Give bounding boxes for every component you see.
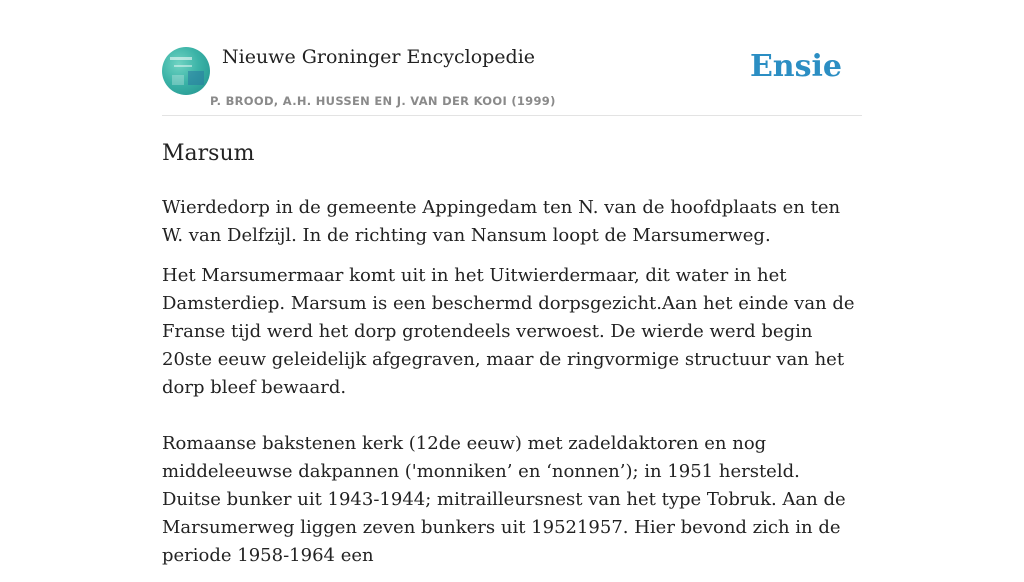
entry-content — [162, 136, 862, 582]
authors-credit: P. BROOD, A.H. HUSSEN EN J. VAN DER KOOI (1999) — [210, 94, 556, 108]
entry-paragraph: Wierdedorp in de gemeente Appingedam ten N. van de hoofdplaats en ten W. van Delfzijl. In de richting van Nansum loopt de Marsumerweg. — [162, 197, 841, 246]
header — [162, 44, 862, 116]
entry-paragraph: Romaanse bakstenen kerk (12de eeuw) met zadeldaktoren en nog middeleeuwse dakpannen ('monniken’ en ‘nonnen’); in 1951 hersteld. Duitse bunker uit 1943-1944; mitrailleursnest van het type Tobruk. Aan de Marsumerweg liggen zeven bunkers uit 19521957. Hier bevond zich in de periode 1958-1964 een — [162, 433, 846, 566]
encyclopedia-logo-icon[interactable] — [162, 47, 210, 95]
entry-paragraph: Het Marsumermaar komt uit in het Uitwierdermaar, dit water in het Damsterdiep. Marsum is een beschermd dorpsgezicht.Aan het einde van de Franse tijd werd het dorp grotendeels verwoest. De wierde werd begin 20ste eeuw geleidelijk afgegraven, maar de ringvormige structuur van het dorp bleef bewaard. — [162, 265, 855, 398]
ensie-brand-logo[interactable]: Ensie — [749, 49, 842, 84]
entry-title: Marsum — [162, 141, 255, 166]
encyclopedia-title[interactable]: Nieuwe Groninger Encyclopedie — [222, 46, 536, 68]
